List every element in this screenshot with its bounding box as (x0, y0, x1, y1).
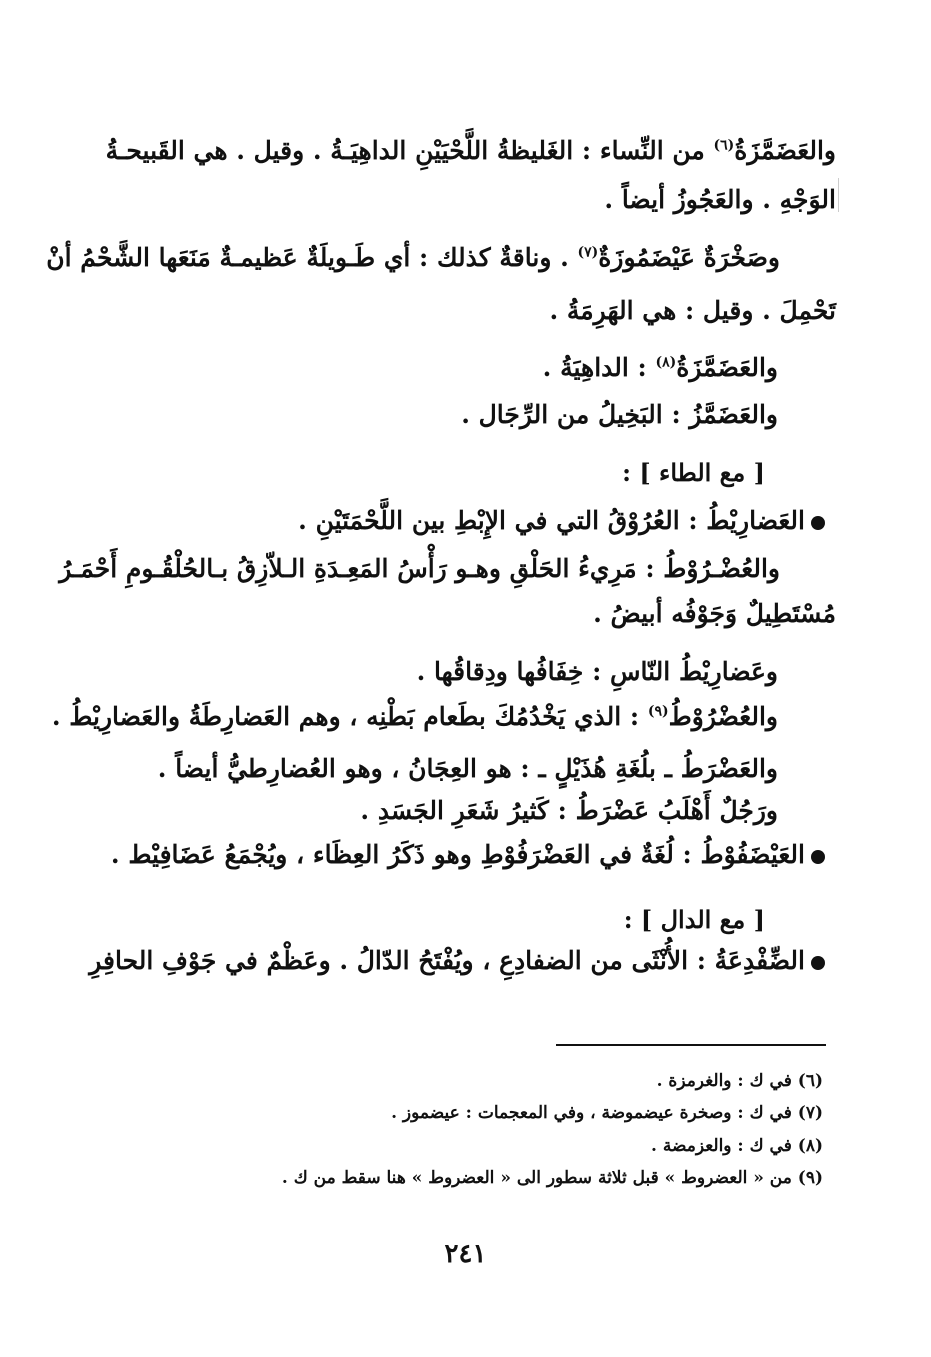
line-text: العَضارِيْطُ : العُرُوْقُ التي في الإِبْطِ بين اللَّحْمَتَيْنِ . (298, 506, 805, 535)
text-line-2 (604, 183, 836, 217)
term-adamazza-2: والعَضَمَّزَةُ (676, 353, 778, 382)
line-text: . وناقةٌ كذلك : أي طَـويلَةٌ عَظيمـةٌ مَنَعَها الشَّحْمُ أنْ (46, 243, 578, 272)
text-line-5 (543, 351, 778, 385)
footnote-separator (556, 1044, 826, 1046)
text-line-10 (417, 655, 778, 689)
line-text: : الذي يَخْدُمُكَ بطَعام بَطْنِه ، وهم العَضارِطَةُ والعَضارِيْطُ . (51, 702, 648, 731)
section-heading-dal: [ مع الدال ] : (623, 905, 765, 934)
text-line-11 (52, 700, 778, 734)
text-line-1 (106, 134, 836, 168)
line-text: والعُضْـرُوْطُ : مَرِيءُ الحَلْقِ وهـو رَأْسُ المَعِـدَةِ الـلاّزِقُ بـالحُلْقُـومِ أَحْمَـرُ (59, 554, 780, 583)
margin-mark (838, 178, 839, 212)
page-number: ٢٤١ (444, 1239, 487, 1269)
line-text: تَحْمِلَ . وقيل : هي الهَرِمَةُ . (549, 296, 836, 325)
term-aydamuza: وصَخْرَةٌ عَيْضَمُوزَةٌ (598, 243, 780, 272)
line-text: ورَجُلٌ أَهْلَبُ عَضْرَطُ : كَثيرُ شَعَرِ الجَسَدِ . (360, 796, 778, 825)
text-line-9 (593, 597, 836, 631)
footnote-ref-9[interactable]: (٩) (647, 703, 669, 720)
footnote-ref-6[interactable]: (٦) (713, 137, 735, 154)
footnote-6: (٦) في ك : والغرمزة . (656, 1071, 823, 1091)
text-line-6 (461, 398, 778, 432)
footnote-ref-7[interactable]: (٧) (577, 244, 599, 261)
bullet-icon (811, 516, 825, 530)
text-line-15 (89, 944, 825, 978)
line-text: الوَجْهِ . والعَجُوزُ أيضاً . (604, 185, 836, 214)
text-line-13 (360, 794, 778, 828)
text-line-3 (46, 241, 780, 275)
bullet-icon (811, 850, 825, 864)
line-text: مُسْتَطِيلٌ وَجَوْفُه أبيضُ . (593, 599, 836, 628)
line-text: الضِّفْدِعَةُ : الأُنْثَى من الضفادِعِ ، ويُفْتَحُ الدّالُ . وعَظْمٌ في جَوْفِ الحافِرِ (89, 946, 805, 975)
line-text: والعَضْرَطُ ـ بلُغَةِ هُذَيْلٍ ـ : هو العِجَانُ ، وهو العُضارِطيُّ أيضاً . (157, 754, 778, 783)
text-line-12 (158, 752, 778, 786)
line-text: وعَضارِيْطُ النّاسِ : خِفَافُها ودِقاقُها . (416, 657, 778, 686)
line-text: والعَضَمَّزُ : البَخِيلُ من الرِّجَال . (461, 400, 778, 429)
line-text: العَيْضَفُوْطُ : لُغَةٌ في العَضْرَفُوْطِ وهو ذَكَرُ العِظَاء ، ويُجْمَعُ عَضَافِيْط . (110, 840, 805, 869)
section-heading-ta: [ مع الطاء ] : (622, 458, 765, 487)
footnote-ref-8[interactable]: (٨) (655, 354, 677, 371)
text-line-8 (59, 552, 780, 586)
line-text: : الداهِيَةُ . (542, 353, 656, 382)
text-line-4 (549, 294, 836, 328)
footnote-7: (٧) في ك : وصخرة عيضموضة ، وفي المعجمات : عيضموز . (391, 1103, 823, 1123)
text-line-7 (298, 504, 825, 538)
term-udrut: والعُضْرُوْطُ (668, 702, 778, 731)
footnote-8: (٨) في ك : والعزمضة . (651, 1136, 823, 1156)
text-line-14 (111, 838, 825, 872)
bullet-icon (811, 956, 825, 970)
line-text: من النِّساء : الغَليظةُ اللَّحْيَيْنِ الداهِيَـةُ . وقيل . هي القَبيحـةُ (105, 136, 714, 165)
term-adamazza: والعَضَمَّزَةُ (734, 136, 836, 165)
footnote-9: (٩) من « العضروط » قبل ثلاثة سطور الى « العضروط » هنا سقط من ك . (281, 1168, 823, 1188)
